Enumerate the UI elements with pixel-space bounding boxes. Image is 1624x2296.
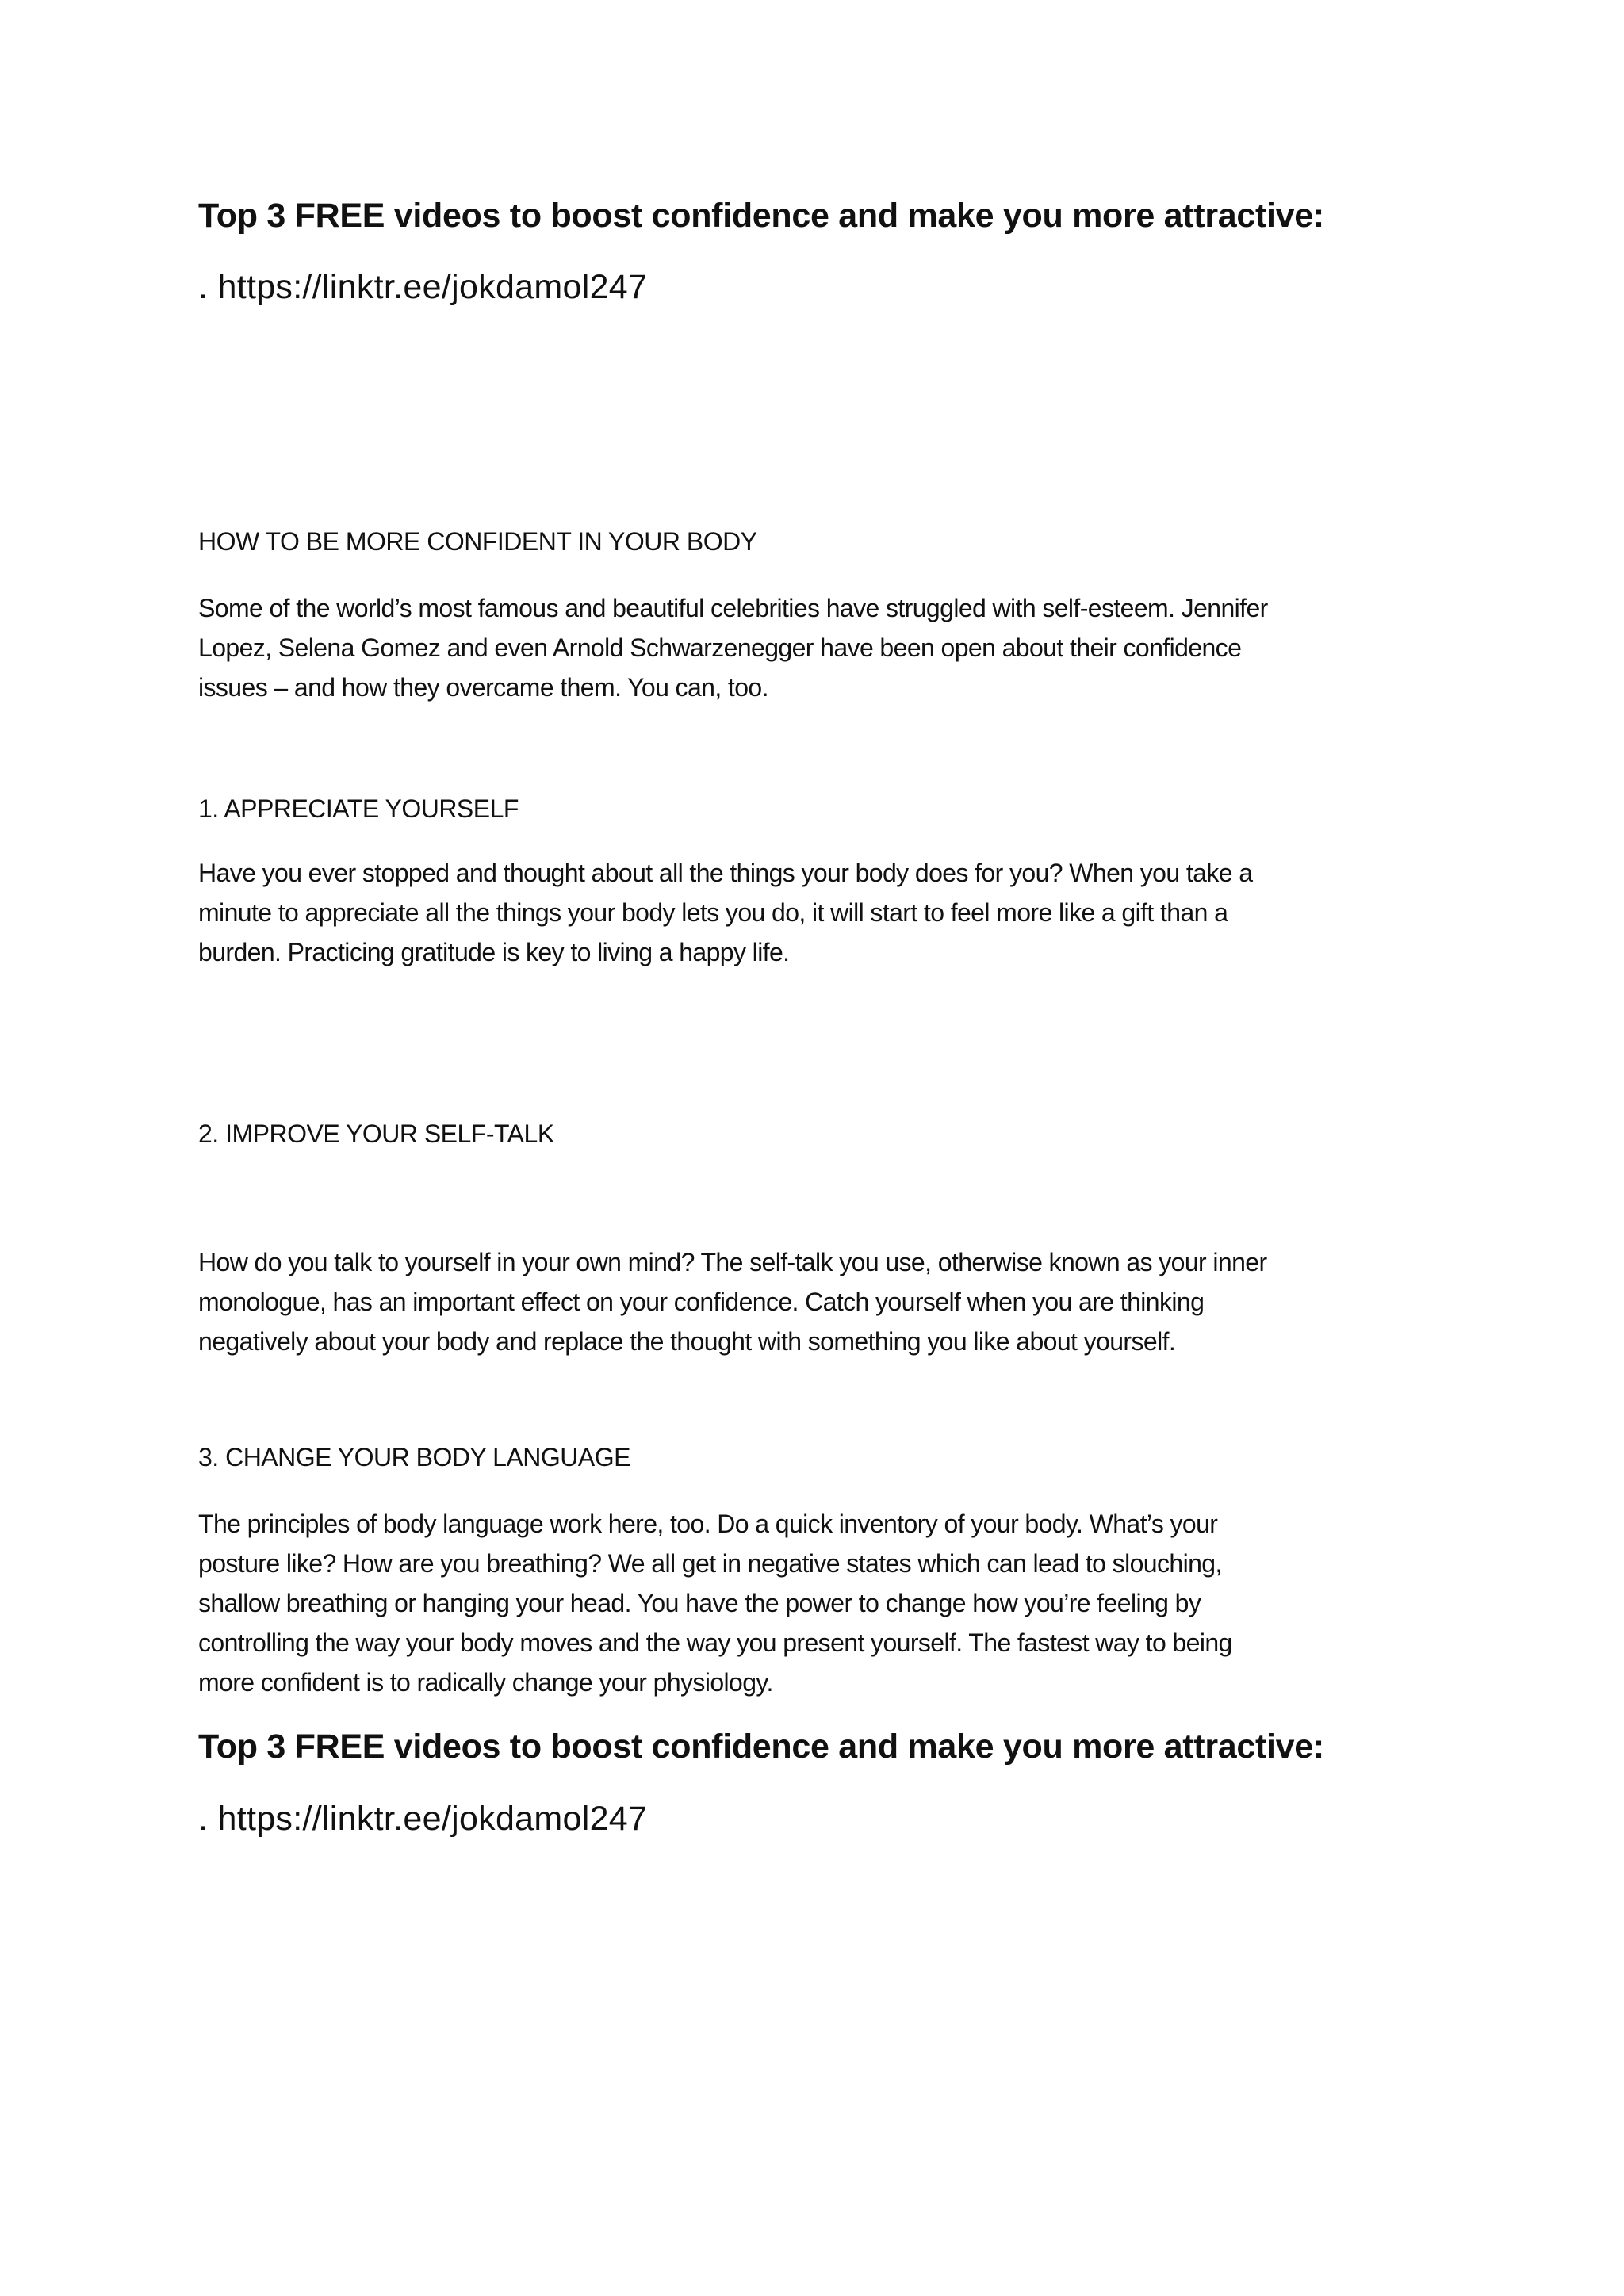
paragraph-line: controlling the way your body moves and the way you present yourself. The fastest way to being <box>198 1628 1232 1657</box>
paragraph-line: The principles of body language work here, too. Do a quick inventory of your body. What’s your <box>198 1510 1218 1538</box>
section3-paragraph <box>198 1504 1451 1702</box>
paragraph-line: Some of the world’s most famous and beautiful celebrities have struggled with self-esteem. Jennifer <box>198 594 1268 622</box>
promo-title-bottom: Top 3 FREE videos to boost confidence and make you more attractive: <box>198 1728 1324 1766</box>
paragraph-line: shallow breathing or hanging your head. You have the power to change how you’re feeling by <box>198 1589 1201 1617</box>
paragraph-line: monologue, has an important effect on your confidence. Catch yourself when you are thinking <box>198 1288 1205 1316</box>
section2-heading: 2. IMPROVE YOUR SELF-TALK <box>198 1119 554 1148</box>
paragraph-line: minute to appreciate all the things your body lets you do, it will start to feel more like a gift than a <box>198 898 1228 927</box>
section1-paragraph <box>198 853 1451 972</box>
paragraph-line: How do you talk to yourself in your own mind? The self-talk you use, otherwise known as your inner <box>198 1248 1267 1276</box>
promo-link-top[interactable]: . https://linktr.ee/jokdamol247 <box>198 268 648 306</box>
section3-heading: 3. CHANGE YOUR BODY LANGUAGE <box>198 1443 630 1471</box>
promo-link-bottom[interactable]: . https://linktr.ee/jokdamol247 <box>198 1800 648 1838</box>
section1-heading: 1. APPRECIATE YOURSELF <box>198 794 519 823</box>
paragraph-line: negatively about your body and replace the thought with something you like about yourself. <box>198 1327 1176 1356</box>
paragraph-line: posture like? How are you breathing? We all get in negative states which can lead to slouching, <box>198 1549 1222 1578</box>
intro-paragraph <box>198 588 1451 707</box>
promo-title-top: Top 3 FREE videos to boost confidence and make you more attractive: <box>198 197 1324 235</box>
paragraph-line: Lopez, Selena Gomez and even Arnold Schwarzenegger have been open about their confidence <box>198 633 1242 662</box>
paragraph-line: issues – and how they overcame them. You can, too. <box>198 673 768 702</box>
intro-heading: HOW TO BE MORE CONFIDENT IN YOUR BODY <box>198 527 757 556</box>
paragraph-line: more confident is to radically change your physiology. <box>198 1668 773 1697</box>
paragraph-line: Have you ever stopped and thought about all the things your body does for you? When you take a <box>198 859 1253 887</box>
section2-paragraph <box>198 1242 1451 1361</box>
paragraph-line: burden. Practicing gratitude is key to living a happy life. <box>198 938 790 966</box>
